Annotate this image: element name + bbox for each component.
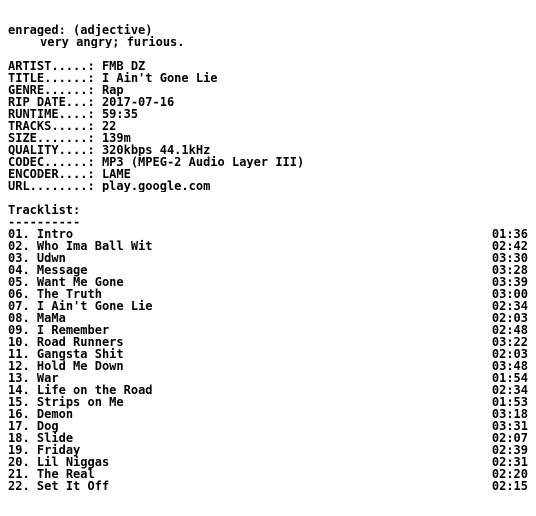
info-label: SIZE.......: <box>8 132 95 144</box>
tracklist <box>8 228 528 492</box>
track-title: The Real <box>36 467 95 481</box>
info-label: CODEC......: <box>8 156 95 168</box>
track-number: 17. <box>8 419 30 433</box>
track-title: Gangsta Shit <box>36 347 124 361</box>
track-duration: 02:39 <box>491 443 528 457</box>
track-number: 20. <box>8 455 30 469</box>
track-duration: 03:30 <box>491 251 528 265</box>
info-label: URL........: <box>8 180 95 192</box>
info-row <box>8 156 528 168</box>
track-number: 22. <box>8 479 30 493</box>
track-number: 08. <box>8 311 30 325</box>
track-duration: 02:34 <box>491 383 528 397</box>
info-row <box>8 60 528 72</box>
track-duration: 03:18 <box>491 407 528 421</box>
spacer <box>8 48 528 60</box>
definition-meaning: very angry; furious. <box>40 36 185 48</box>
track-number: 15. <box>8 395 30 409</box>
track-number: 21. <box>8 467 30 481</box>
track-title: Want Me Gone <box>36 275 124 289</box>
track-title: War <box>36 371 59 385</box>
info-value: FMB DZ <box>101 60 146 72</box>
track-number: 02. <box>8 239 30 253</box>
info-value: MP3 (MPEG-2 Audio Layer III) <box>101 156 305 168</box>
release-info-block <box>8 60 528 192</box>
track-row <box>8 240 528 252</box>
release-info-document <box>8 24 528 492</box>
track-title: Life on the Road <box>36 383 153 397</box>
track-number: 06. <box>8 287 30 301</box>
track-duration: 02:48 <box>491 323 528 337</box>
info-value: 59:35 <box>101 108 139 120</box>
info-row <box>8 132 528 144</box>
track-row <box>8 432 528 444</box>
track-row <box>8 480 528 492</box>
track-row <box>8 396 528 408</box>
track-duration: 03:28 <box>491 263 528 277</box>
info-value: Rap <box>101 84 124 96</box>
track-number: 16. <box>8 407 30 421</box>
track-number: 14. <box>8 383 30 397</box>
track-duration: 02:15 <box>491 479 528 493</box>
track-duration: 03:39 <box>491 275 528 289</box>
info-row <box>8 168 528 180</box>
track-title: Demon <box>36 407 74 421</box>
track-number: 10. <box>8 335 30 349</box>
tracklist-heading: Tracklist: <box>8 204 81 216</box>
definition-headline: enraged: (adjective) <box>8 24 153 36</box>
track-title: Dog <box>36 419 59 433</box>
info-label: GENRE......: <box>8 84 95 96</box>
info-value: 22 <box>101 120 117 132</box>
spacer <box>8 192 528 204</box>
info-label: QUALITY....: <box>8 144 95 156</box>
track-row <box>8 300 528 312</box>
track-number: 01. <box>8 227 30 241</box>
info-value: 320kbps 44.1kHz <box>101 144 211 156</box>
track-title: Strips on Me <box>36 395 124 409</box>
track-title: Road Runners <box>36 335 124 349</box>
track-duration: 03:48 <box>491 359 528 373</box>
info-row <box>8 84 528 96</box>
track-duration: 02:20 <box>491 467 528 481</box>
info-value: I Ain't Gone Lie <box>101 72 218 84</box>
info-row <box>8 96 528 108</box>
track-number: 18. <box>8 431 30 445</box>
info-label: ENCODER....: <box>8 168 95 180</box>
track-title: Udwn <box>36 251 66 265</box>
track-duration: 02:42 <box>491 239 528 253</box>
track-number: 07. <box>8 299 30 313</box>
track-duration: 03:31 <box>491 419 528 433</box>
track-number: 04. <box>8 263 30 277</box>
info-row <box>8 108 528 120</box>
track-duration: 02:07 <box>491 431 528 445</box>
track-title: Hold Me Down <box>36 359 124 373</box>
track-title: Who Ima Ball Wit <box>36 239 153 253</box>
track-duration: 01:53 <box>491 395 528 409</box>
track-number: 19. <box>8 443 30 457</box>
info-value: 139m <box>101 132 131 144</box>
info-value: 2017-07-16 <box>101 96 175 108</box>
info-label: RIP DATE...: <box>8 96 95 108</box>
track-number: 11. <box>8 347 30 361</box>
track-number: 05. <box>8 275 30 289</box>
track-title: Friday <box>36 443 81 457</box>
track-title: Set It Off <box>36 479 110 493</box>
track-duration: 01:36 <box>491 227 528 241</box>
info-label: ARTIST.....: <box>8 60 95 72</box>
track-title: MaMa <box>36 311 66 325</box>
track-row <box>8 408 528 420</box>
info-row <box>8 180 528 192</box>
info-label: RUNTIME....: <box>8 108 95 120</box>
track-title: The Truth <box>36 287 102 301</box>
track-duration: 02:03 <box>491 311 528 325</box>
track-title: Intro <box>36 227 74 241</box>
info-value: LAME <box>101 168 131 180</box>
info-label: TITLE......: <box>8 72 95 84</box>
track-title: I Remember <box>36 323 110 337</box>
info-row <box>8 72 528 84</box>
info-row <box>8 120 528 132</box>
track-duration: 03:22 <box>491 335 528 349</box>
track-number: 09. <box>8 323 30 337</box>
track-number: 03. <box>8 251 30 265</box>
tracklist-rule: ---------- <box>8 216 81 228</box>
info-value: play.google.com <box>101 180 211 192</box>
info-row <box>8 144 528 156</box>
track-duration: 02:03 <box>491 347 528 361</box>
track-title: I Ain't Gone Lie <box>36 299 153 313</box>
track-duration: 02:34 <box>491 299 528 313</box>
track-duration: 01:54 <box>491 371 528 385</box>
track-name <box>8 480 109 492</box>
track-title: Slide <box>36 431 74 445</box>
track-number: 13. <box>8 371 30 385</box>
track-number: 12. <box>8 359 30 373</box>
track-row <box>8 420 528 432</box>
track-title: Message <box>36 263 88 277</box>
track-duration: 02:31 <box>491 455 528 469</box>
track-duration: 03:00 <box>491 287 528 301</box>
info-label: TRACKS.....: <box>8 120 95 132</box>
track-title: Lil Niggas <box>36 455 110 469</box>
track-row <box>8 360 528 372</box>
